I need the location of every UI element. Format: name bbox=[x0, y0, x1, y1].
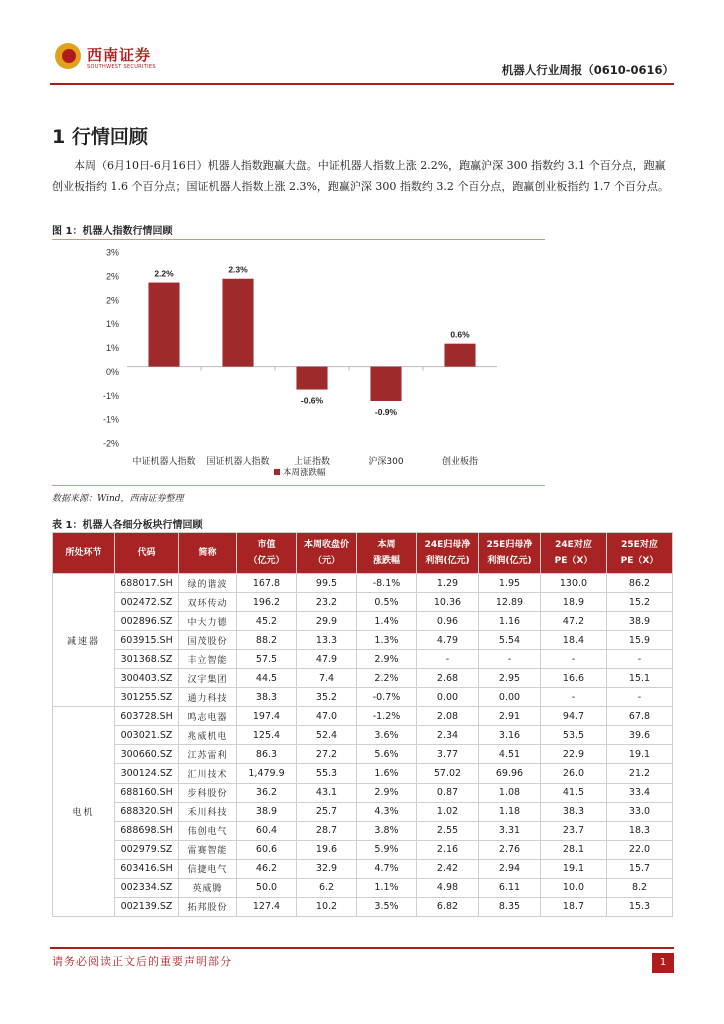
value-cell: 125.4 bbox=[237, 726, 297, 745]
code-cell: 003021.SZ bbox=[115, 726, 179, 745]
value-cell: 60.6 bbox=[237, 840, 297, 859]
y-tick-label: 3% bbox=[105, 247, 119, 258]
value-cell: 50.0 bbox=[237, 878, 297, 897]
value-cell: 2.76 bbox=[479, 840, 541, 859]
logo-emblem-inner bbox=[62, 49, 76, 63]
name-cell: 丰立智能 bbox=[179, 650, 237, 669]
value-cell: 38.3 bbox=[237, 688, 297, 707]
value-cell: 19.1 bbox=[607, 745, 673, 764]
value-cell: 26.0 bbox=[541, 764, 607, 783]
value-cell: 23.7 bbox=[541, 821, 607, 840]
name-cell: 绿的谐波 bbox=[179, 574, 237, 593]
value-cell: 6.11 bbox=[479, 878, 541, 897]
code-cell: 300124.SZ bbox=[115, 764, 179, 783]
segment-cell: 减速器 bbox=[53, 574, 115, 707]
value-cell: 35.2 bbox=[297, 688, 357, 707]
name-cell: 鸣志电器 bbox=[179, 707, 237, 726]
value-cell: 47.0 bbox=[297, 707, 357, 726]
table-row bbox=[53, 897, 673, 916]
bar-data-label: 2.2% bbox=[154, 268, 174, 279]
y-tick-label: 1% bbox=[105, 343, 119, 353]
value-cell: 13.3 bbox=[297, 631, 357, 650]
value-cell: 88.2 bbox=[237, 631, 297, 650]
legend-label: 本周涨跌幅 bbox=[283, 468, 326, 478]
section-title: 1 行情回顾 bbox=[52, 126, 148, 148]
value-cell: 2.68 bbox=[417, 669, 479, 688]
value-cell: 57.5 bbox=[237, 650, 297, 669]
x-category-label: 国证机器人指数 bbox=[206, 457, 270, 467]
value-cell: 197.4 bbox=[237, 707, 297, 726]
code-cell: 301368.SZ bbox=[115, 650, 179, 669]
value-cell: 38.9 bbox=[237, 802, 297, 821]
segment-performance-table bbox=[52, 532, 673, 917]
value-cell: - bbox=[479, 650, 541, 669]
value-cell: 7.4 bbox=[297, 669, 357, 688]
value-cell: - bbox=[417, 650, 479, 669]
value-cell: 2.55 bbox=[417, 821, 479, 840]
column-header bbox=[479, 533, 541, 574]
value-cell: 2.34 bbox=[417, 726, 479, 745]
column-header bbox=[297, 533, 357, 574]
x-category-label: 上证指数 bbox=[293, 457, 331, 467]
table-header-row bbox=[53, 533, 673, 574]
value-cell: 2.94 bbox=[479, 859, 541, 878]
value-cell: 53.5 bbox=[541, 726, 607, 745]
value-cell: - bbox=[541, 650, 607, 669]
column-header-text: （元） bbox=[312, 556, 340, 566]
value-cell: 22.9 bbox=[541, 745, 607, 764]
name-cell: 通力科技 bbox=[179, 688, 237, 707]
value-cell: 3.77 bbox=[417, 745, 479, 764]
column-header-text: 利润(亿元) bbox=[425, 556, 470, 566]
bar-2 bbox=[222, 279, 253, 367]
value-cell: 55.3 bbox=[297, 764, 357, 783]
code-cell: 603915.SH bbox=[115, 631, 179, 650]
value-cell: 38.9 bbox=[607, 612, 673, 631]
column-header bbox=[417, 533, 479, 574]
table-row bbox=[53, 859, 673, 878]
value-cell: 41.5 bbox=[541, 783, 607, 802]
code-cell: 002896.SZ bbox=[115, 612, 179, 631]
value-cell: 1.08 bbox=[479, 783, 541, 802]
figure-rule-bottom bbox=[52, 485, 545, 486]
column-header-text: 25E对应 bbox=[621, 540, 658, 550]
value-cell: 0.5% bbox=[357, 593, 417, 612]
value-cell: 15.9 bbox=[607, 631, 673, 650]
section-paragraph: 本周（6月10日-6月16日）机器人指数跑赢大盘。中证机器人指数上涨 2.2%，跑赢沪深 300 指数约 3.1 个百分点，跑赢创业板指约 1.6 个百分点；国证机器人指数上涨 2.3%，跑赢沪深 300 指数约 3.2 个百分点，跑赢创业板指约 1.7 个百分点。 bbox=[52, 159, 669, 193]
value-cell: 32.9 bbox=[297, 859, 357, 878]
column-header bbox=[115, 533, 179, 574]
value-cell: 46.2 bbox=[237, 859, 297, 878]
table-row bbox=[53, 745, 673, 764]
column-header-text: PE（X） bbox=[620, 556, 659, 566]
value-cell: 39.6 bbox=[607, 726, 673, 745]
value-cell: 10.0 bbox=[541, 878, 607, 897]
value-cell: 2.08 bbox=[417, 707, 479, 726]
value-cell: 3.6% bbox=[357, 726, 417, 745]
name-cell: 汇川技术 bbox=[179, 764, 237, 783]
value-cell: 1.29 bbox=[417, 574, 479, 593]
table-row bbox=[53, 783, 673, 802]
value-cell: 29.9 bbox=[297, 612, 357, 631]
column-header-text: 25E归母净 bbox=[486, 540, 533, 550]
column-header-text: 24E归母净 bbox=[424, 540, 471, 550]
value-cell: 10.2 bbox=[297, 897, 357, 916]
table-row bbox=[53, 688, 673, 707]
bar-data-label: 0.6% bbox=[450, 329, 470, 340]
value-cell: 67.8 bbox=[607, 707, 673, 726]
value-cell: 21.2 bbox=[607, 764, 673, 783]
value-cell: 2.95 bbox=[479, 669, 541, 688]
code-cell: 688160.SH bbox=[115, 783, 179, 802]
value-cell: 60.4 bbox=[237, 821, 297, 840]
value-cell: 15.3 bbox=[607, 897, 673, 916]
value-cell: 4.7% bbox=[357, 859, 417, 878]
y-tick-label: -1% bbox=[102, 390, 119, 401]
value-cell: - bbox=[541, 688, 607, 707]
figure-rule-top bbox=[52, 239, 545, 240]
company-logo bbox=[55, 43, 155, 75]
value-cell: 127.4 bbox=[237, 897, 297, 916]
value-cell: 44.5 bbox=[237, 669, 297, 688]
value-cell: 1.16 bbox=[479, 612, 541, 631]
value-cell: 2.9% bbox=[357, 650, 417, 669]
name-cell: 步科股份 bbox=[179, 783, 237, 802]
y-tick-label: 2% bbox=[105, 271, 119, 282]
value-cell: 86.3 bbox=[237, 745, 297, 764]
value-cell: 0.00 bbox=[479, 688, 541, 707]
name-cell: 中大力德 bbox=[179, 612, 237, 631]
y-tick-label: 0% bbox=[105, 366, 119, 377]
code-cell: 300660.SZ bbox=[115, 745, 179, 764]
column-header bbox=[541, 533, 607, 574]
value-cell: 8.35 bbox=[479, 897, 541, 916]
value-cell: 0.96 bbox=[417, 612, 479, 631]
code-cell: 002139.SZ bbox=[115, 897, 179, 916]
value-cell: 25.7 bbox=[297, 802, 357, 821]
value-cell: 4.79 bbox=[417, 631, 479, 650]
column-header-text: 所处环节 bbox=[65, 548, 102, 558]
value-cell: 86.2 bbox=[607, 574, 673, 593]
value-cell: 0.00 bbox=[417, 688, 479, 707]
value-cell: 2.16 bbox=[417, 840, 479, 859]
x-category-label: 中证机器人指数 bbox=[132, 457, 196, 467]
brand-name-cn: 西南证券 bbox=[87, 46, 152, 64]
table-row bbox=[53, 574, 673, 593]
value-cell: 43.1 bbox=[297, 783, 357, 802]
code-cell: 002334.SZ bbox=[115, 878, 179, 897]
value-cell: 57.02 bbox=[417, 764, 479, 783]
value-cell: 23.2 bbox=[297, 593, 357, 612]
value-cell: 45.2 bbox=[237, 612, 297, 631]
value-cell: 8.2 bbox=[607, 878, 673, 897]
page-number: 1 bbox=[652, 953, 674, 973]
value-cell: - bbox=[607, 688, 673, 707]
x-category-label: 创业板指 bbox=[441, 457, 479, 467]
value-cell: 1.3% bbox=[357, 631, 417, 650]
y-tick-label: 2% bbox=[105, 295, 119, 306]
figure-title: 图 1：机器人指数行情回顾 bbox=[52, 226, 173, 237]
column-header-text: 涨跌幅 bbox=[372, 556, 400, 566]
value-cell: -1.2% bbox=[357, 707, 417, 726]
value-cell: 28.1 bbox=[541, 840, 607, 859]
table-row bbox=[53, 650, 673, 669]
column-header bbox=[179, 533, 237, 574]
value-cell: 18.9 bbox=[541, 593, 607, 612]
name-cell: 双环传动 bbox=[179, 593, 237, 612]
code-cell: 002979.SZ bbox=[115, 840, 179, 859]
code-cell: 002472.SZ bbox=[115, 593, 179, 612]
value-cell: 4.98 bbox=[417, 878, 479, 897]
value-cell: 3.16 bbox=[479, 726, 541, 745]
bar-data-label: 2.3% bbox=[228, 264, 248, 275]
code-cell: 603416.SH bbox=[115, 859, 179, 878]
value-cell: 28.7 bbox=[297, 821, 357, 840]
value-cell: 6.2 bbox=[297, 878, 357, 897]
figure-source: 数据来源：Wind，西南证券整理 bbox=[52, 494, 184, 504]
value-cell: 16.6 bbox=[541, 669, 607, 688]
table-row bbox=[53, 726, 673, 745]
value-cell: 196.2 bbox=[237, 593, 297, 612]
value-cell: 1.6% bbox=[357, 764, 417, 783]
value-cell: 19.1 bbox=[541, 859, 607, 878]
value-cell: 2.2% bbox=[357, 669, 417, 688]
column-header bbox=[357, 533, 417, 574]
name-cell: 江苏雷利 bbox=[179, 745, 237, 764]
report-title: 机器人行业周报（0610-0616） bbox=[501, 63, 674, 77]
value-cell: 52.4 bbox=[297, 726, 357, 745]
table-row bbox=[53, 840, 673, 859]
value-cell: 3.31 bbox=[479, 821, 541, 840]
value-cell: 1.95 bbox=[479, 574, 541, 593]
value-cell: 1.1% bbox=[357, 878, 417, 897]
table-row bbox=[53, 821, 673, 840]
bar-5 bbox=[444, 344, 475, 367]
value-cell: 1.4% bbox=[357, 612, 417, 631]
value-cell: 10.36 bbox=[417, 593, 479, 612]
column-header-text: 市值 bbox=[257, 540, 276, 550]
value-cell: 2.9% bbox=[357, 783, 417, 802]
name-cell: 兆威机电 bbox=[179, 726, 237, 745]
code-cell: 301255.SZ bbox=[115, 688, 179, 707]
code-cell: 688698.SH bbox=[115, 821, 179, 840]
column-header-text: 代码 bbox=[137, 548, 156, 558]
value-cell: 5.54 bbox=[479, 631, 541, 650]
value-cell: 1.02 bbox=[417, 802, 479, 821]
x-category-label: 沪深300 bbox=[368, 457, 404, 467]
value-cell: 47.9 bbox=[297, 650, 357, 669]
value-cell: 99.5 bbox=[297, 574, 357, 593]
value-cell: 15.7 bbox=[607, 859, 673, 878]
table-row bbox=[53, 764, 673, 783]
index-performance-chart bbox=[52, 242, 545, 482]
name-cell: 汉宇集团 bbox=[179, 669, 237, 688]
column-header bbox=[237, 533, 297, 574]
value-cell: 2.91 bbox=[479, 707, 541, 726]
column-header bbox=[607, 533, 673, 574]
legend-swatch bbox=[274, 469, 280, 475]
bar-data-label: -0.9% bbox=[374, 406, 398, 417]
value-cell: 94.7 bbox=[541, 707, 607, 726]
table-row bbox=[53, 707, 673, 726]
value-cell: 15.1 bbox=[607, 669, 673, 688]
logo-emblem-icon bbox=[55, 43, 81, 69]
table-row bbox=[53, 878, 673, 897]
name-cell: 禾川科技 bbox=[179, 802, 237, 821]
value-cell: 1,479.9 bbox=[237, 764, 297, 783]
value-cell: 18.3 bbox=[607, 821, 673, 840]
value-cell: 18.7 bbox=[541, 897, 607, 916]
value-cell: 36.2 bbox=[237, 783, 297, 802]
table-title: 表 1：机器人各细分板块行情回顾 bbox=[52, 520, 203, 531]
name-cell: 拓邦股份 bbox=[179, 897, 237, 916]
value-cell: 47.2 bbox=[541, 612, 607, 631]
name-cell: 雷赛智能 bbox=[179, 840, 237, 859]
value-cell: 19.6 bbox=[297, 840, 357, 859]
header-divider bbox=[50, 83, 674, 85]
column-header bbox=[53, 533, 115, 574]
value-cell: 3.8% bbox=[357, 821, 417, 840]
bar-3 bbox=[296, 367, 327, 390]
column-header-text: 本周 bbox=[377, 540, 396, 550]
value-cell: 12.89 bbox=[479, 593, 541, 612]
segment-cell: 电机 bbox=[53, 707, 115, 917]
y-tick-label: -1% bbox=[102, 414, 119, 425]
value-cell: -8.1% bbox=[357, 574, 417, 593]
code-cell: 300403.SZ bbox=[115, 669, 179, 688]
table-row bbox=[53, 612, 673, 631]
value-cell: 33.4 bbox=[607, 783, 673, 802]
code-cell: 688320.SH bbox=[115, 802, 179, 821]
column-header-text: （亿元） bbox=[248, 556, 285, 566]
column-header-text: 简称 bbox=[198, 548, 217, 558]
name-cell: 国茂股份 bbox=[179, 631, 237, 650]
value-cell: 33.0 bbox=[607, 802, 673, 821]
name-cell: 信捷电气 bbox=[179, 859, 237, 878]
value-cell: 130.0 bbox=[541, 574, 607, 593]
value-cell: -0.7% bbox=[357, 688, 417, 707]
value-cell: 5.6% bbox=[357, 745, 417, 764]
value-cell: 27.2 bbox=[297, 745, 357, 764]
footer-divider bbox=[50, 947, 674, 949]
value-cell: 3.5% bbox=[357, 897, 417, 916]
value-cell: 4.3% bbox=[357, 802, 417, 821]
bar-data-label: -0.6% bbox=[300, 395, 324, 406]
column-header-text: 24E对应 bbox=[555, 540, 592, 550]
code-cell: 688017.SH bbox=[115, 574, 179, 593]
bar-1 bbox=[148, 283, 179, 367]
value-cell: 0.87 bbox=[417, 783, 479, 802]
table-row bbox=[53, 631, 673, 650]
value-cell: 38.3 bbox=[541, 802, 607, 821]
table-row bbox=[53, 802, 673, 821]
table-row bbox=[53, 593, 673, 612]
name-cell: 英威腾 bbox=[179, 878, 237, 897]
code-cell: 603728.SH bbox=[115, 707, 179, 726]
value-cell: 5.9% bbox=[357, 840, 417, 859]
value-cell: - bbox=[607, 650, 673, 669]
column-header-text: 利润(亿元) bbox=[487, 556, 532, 566]
value-cell: 6.82 bbox=[417, 897, 479, 916]
value-cell: 1.18 bbox=[479, 802, 541, 821]
value-cell: 18.4 bbox=[541, 631, 607, 650]
column-header-text: PE（X） bbox=[554, 556, 593, 566]
brand-name-en: SOUTHWEST SECURITIES bbox=[87, 64, 156, 70]
name-cell: 伟创电气 bbox=[179, 821, 237, 840]
value-cell: 2.42 bbox=[417, 859, 479, 878]
disclaimer-note: 请务必阅读正文后的重要声明部分 bbox=[52, 955, 232, 968]
value-cell: 15.2 bbox=[607, 593, 673, 612]
value-cell: 22.0 bbox=[607, 840, 673, 859]
y-tick-label: -2% bbox=[102, 438, 119, 449]
y-tick-label: 1% bbox=[105, 319, 119, 330]
column-header-text: 本周收盘价 bbox=[303, 540, 349, 550]
table-row bbox=[53, 669, 673, 688]
value-cell: 69.96 bbox=[479, 764, 541, 783]
bar-4 bbox=[370, 367, 401, 401]
value-cell: 4.51 bbox=[479, 745, 541, 764]
value-cell: 167.8 bbox=[237, 574, 297, 593]
